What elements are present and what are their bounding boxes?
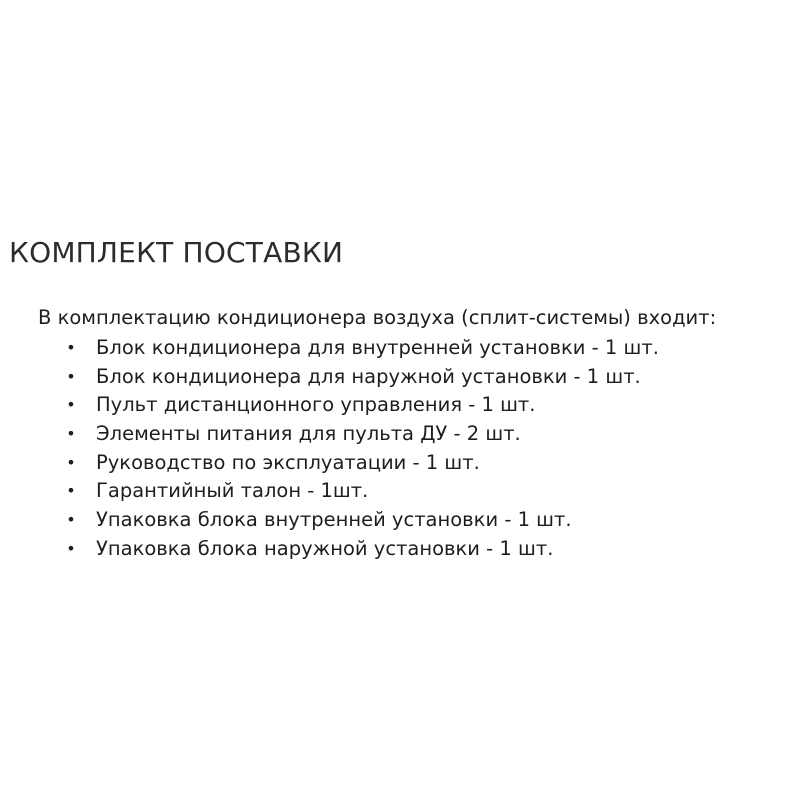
list-item-text: Гарантийный талон - 1шт. (96, 479, 369, 503)
bullet-icon: • (66, 424, 76, 444)
intro-text: В комплектацию кондиционера воздуха (сплит-системы) входит: (38, 306, 717, 329)
list-item-text: Блок кондиционера для наружной установки - 1 шт. (96, 364, 641, 388)
bullet-icon: • (66, 538, 76, 558)
bullet-icon: • (66, 452, 76, 472)
list-item-text: Элементы питания для пульта ДУ - 2 шт. (96, 422, 521, 446)
bullet-icon: • (66, 481, 76, 501)
bullet-icon: • (66, 395, 76, 415)
list-item-text: Руководство по эксплуатации - 1 шт. (96, 450, 480, 474)
list-item-text: Блок кондиционера для внутренней установки - 1 шт. (96, 336, 659, 359)
bullet-icon: • (66, 338, 76, 357)
list-item-text: Упаковка блока наружной установки - 1 шт. (96, 536, 554, 560)
bullet-icon: • (66, 510, 76, 530)
list-item-text: Пульт дистанционного управления - 1 шт. (96, 393, 536, 417)
section-heading: КОМПЛЕКТ ПОСТАВКИ (9, 236, 344, 269)
list-item-text: Упаковка блока внутренней установки - 1 шт. (96, 508, 572, 532)
bullet-icon: • (66, 366, 76, 386)
